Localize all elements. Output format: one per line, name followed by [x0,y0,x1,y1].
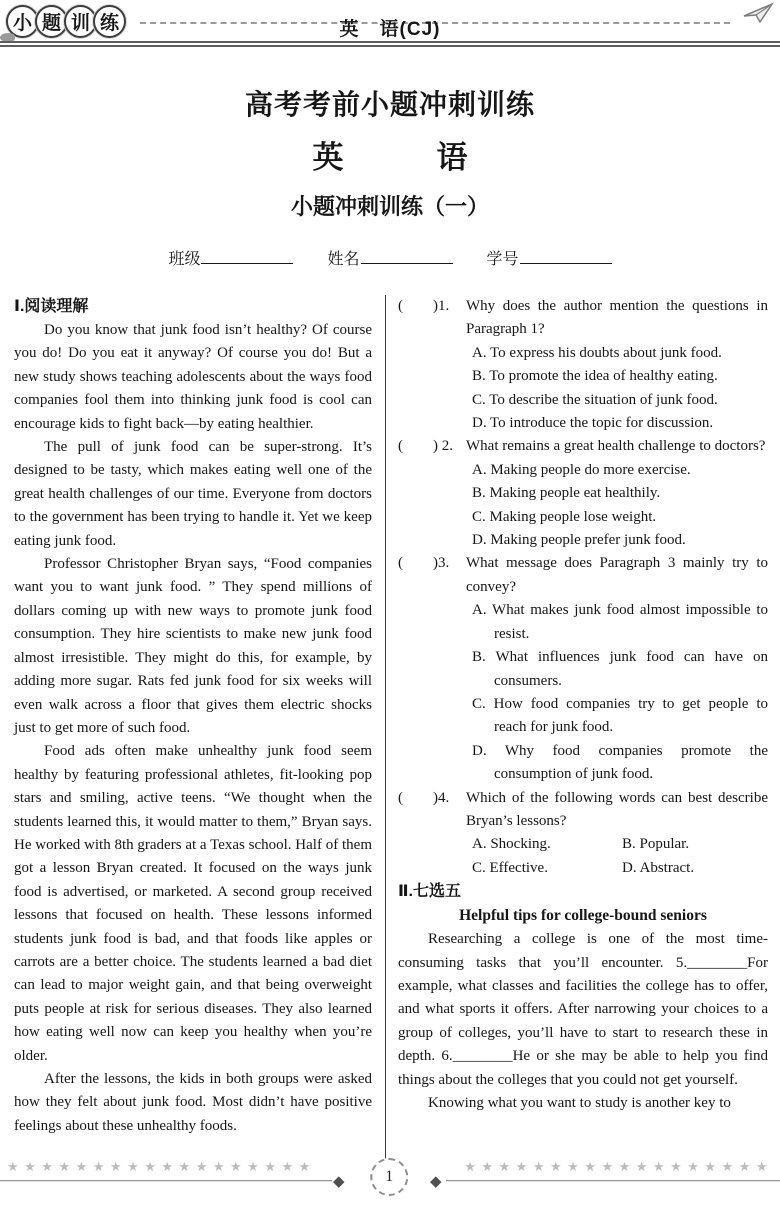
option[interactable]: D. Why food companies promote the consumption of junk food. [472,742,768,783]
passage-paragraph: Researching a college is one of the most time-consuming tasks that you’ll encounter. 5.________For example, what classes and facilities the college has to offer, and what sports it offers. After narrowing your choices to a group of colleges, you’ll have to start to research these in depth. 6.________He or she may be able to help you find things about the colleges that you could not get yourself. [398,931,768,1088]
question-text: Which of the following words can best describe Bryan’s lessons? [466,789,768,829]
subject-title: 英 语 [312,140,468,175]
student-info-field [168,251,293,268]
diamond-icon: ◆ [333,1174,345,1190]
left-column [14,295,372,1179]
option[interactable]: C. How food companies try to get people to reach for junk food. [472,695,768,736]
answer-blank[interactable]: ( )1. [398,298,450,314]
question-line [398,552,768,599]
paper-plane-icon [742,2,774,31]
section1-heading: Ⅰ.阅读理解 [14,298,89,315]
passage-paragraph: After the lessons, the kids in both groups were asked how they felt about junk food. Most didn’t have positive feelings about these unhealthy foods. [14,1071,372,1134]
question-text: Why does the author mention the questions in Paragraph 1? [466,298,768,338]
passage-paragraph: Food ads often make unhealthy junk food seem healthy by featuring professional athletes, fit-looking pop stars and smiling, active teens. “We thought when the students learned this, it would matter to them,” Bryan says. He worked with 8th graders at a Texas school. Half of them got a lesson Bryan created. It focused on the ways junk food is advertised, or marketed. A second group received lessons that focused on health. These lessons informed students junk food is bad, and that foods like apples or carrots are a better choice. The students learned a bad diet can lead to major weight gain, and that being overweight puts people at risk for serious diseases. They also learned how eating well now can keep you healthy when you’re older. [14,743,372,1064]
option[interactable]: B. To promote the idea of healthy eating. [472,368,718,385]
question [398,435,768,552]
passage-paragraph: Do you know that junk food isn’t healthy? Of course you do! Do you eat it anyway? Of course you do! But a new study shows teaching adolescents about the ways food companies fool them into thinking junk food is cool can encourage kids to fight back—by eating healthier. [14,322,372,432]
option[interactable]: C. Making people lose weight. [472,508,657,525]
answer-blank[interactable]: ( ) 2. [398,438,453,455]
fill-in-blank[interactable] [361,249,453,264]
option[interactable]: C. Effective. [472,859,548,876]
question-line [398,295,768,342]
footer-rule-right [446,1180,780,1182]
question [398,295,768,435]
option[interactable]: D. Abstract. [622,859,695,876]
field-label: 班级 [168,251,201,268]
logo-character: 题 [35,5,68,38]
footer-rule-left [0,1180,332,1182]
option[interactable]: A. To express his doubts about junk food. [472,344,722,361]
cloze-paragraphs [398,928,768,1115]
question [398,787,768,881]
logo-character: 训 [64,5,97,38]
option[interactable]: D. Making people prefer junk food. [472,532,686,549]
logo-character: 练 [93,5,126,38]
question [398,552,768,786]
option[interactable]: B. What influences junk food can have on consumers. [472,649,768,689]
answer-blank[interactable]: ( )4. [398,789,450,806]
question-text: What remains a great health challenge to doctors? [466,438,766,455]
option[interactable]: B. Making people eat healthily. [472,485,661,502]
star-row-left: ★★★★★★★★★★★★★★★★★★ [7,1159,316,1174]
header-rule [0,41,780,47]
title-block [0,83,780,269]
page-footer [0,1156,780,1206]
option[interactable]: B. Popular. [622,836,690,853]
field-label: 姓名 [327,251,360,268]
questions [398,295,768,880]
passage-title: Helpful tips for college-bound seniors [459,907,707,925]
question-line [398,435,768,458]
page-header [0,0,780,47]
right-column [386,295,780,1179]
option[interactable]: A. Making people do more exercise. [472,461,691,478]
reading-paragraphs [14,319,372,1138]
option-row [472,833,768,856]
option[interactable]: C. To describe the situation of junk food. [472,391,718,408]
fill-in-blank[interactable] [520,249,612,264]
diamond-icon: ◆ [430,1174,442,1190]
page-title: 高考考前小题冲刺训练 [244,89,535,120]
passage-paragraph: Professor Christopher Bryan says, “Food companies want you to want junk food. ” They spend millions of dollars coming up with new ways to promote junk food consumption. They hire scientists to make new junk food almost irresistible. They might do this, for example, by adding more sugar. Rats fed junk food for six weeks will even walk across a floor that gives them electric shocks just to get more of such food. [14,556,372,736]
content-columns [0,295,780,1179]
fill-in-blank[interactable] [201,249,293,264]
student-info-field [327,251,452,268]
option-row [472,857,768,880]
page-number-badge: 1 [370,1158,408,1196]
option[interactable]: D. To introduce the topic for discussion. [472,415,714,432]
student-info-line [0,246,780,269]
field-label: 学号 [486,251,519,268]
exercise-subtitle: 小题冲刺训练（一） [290,194,489,219]
logo-character: 小 [6,5,39,38]
star-row-right: ★★★★★★★★★★★★★★★★★★ [464,1159,773,1174]
student-info-field [487,251,612,268]
header-subject-title: 英 语(CJ) [339,19,441,40]
question-line [398,787,768,834]
section2-heading: Ⅱ.七选五 [398,883,461,901]
question-text: What message does Paragraph 3 mainly try to convey? [466,555,768,595]
answer-blank[interactable]: ( )3. [398,555,450,572]
option[interactable]: A. Shocking. [472,836,551,853]
passage-paragraph: Knowing what you want to study is another key to [428,1095,731,1111]
passage-paragraph: The pull of junk food can be super-strong. It’s designed to be tasty, which makes eating well one of the great health challenges of our time. Everyone from doctors to the government has been trying to handle it. Yet we keep eating junk food. [14,439,372,549]
option[interactable]: A. What makes junk food almost impossible to resist. [472,602,768,642]
